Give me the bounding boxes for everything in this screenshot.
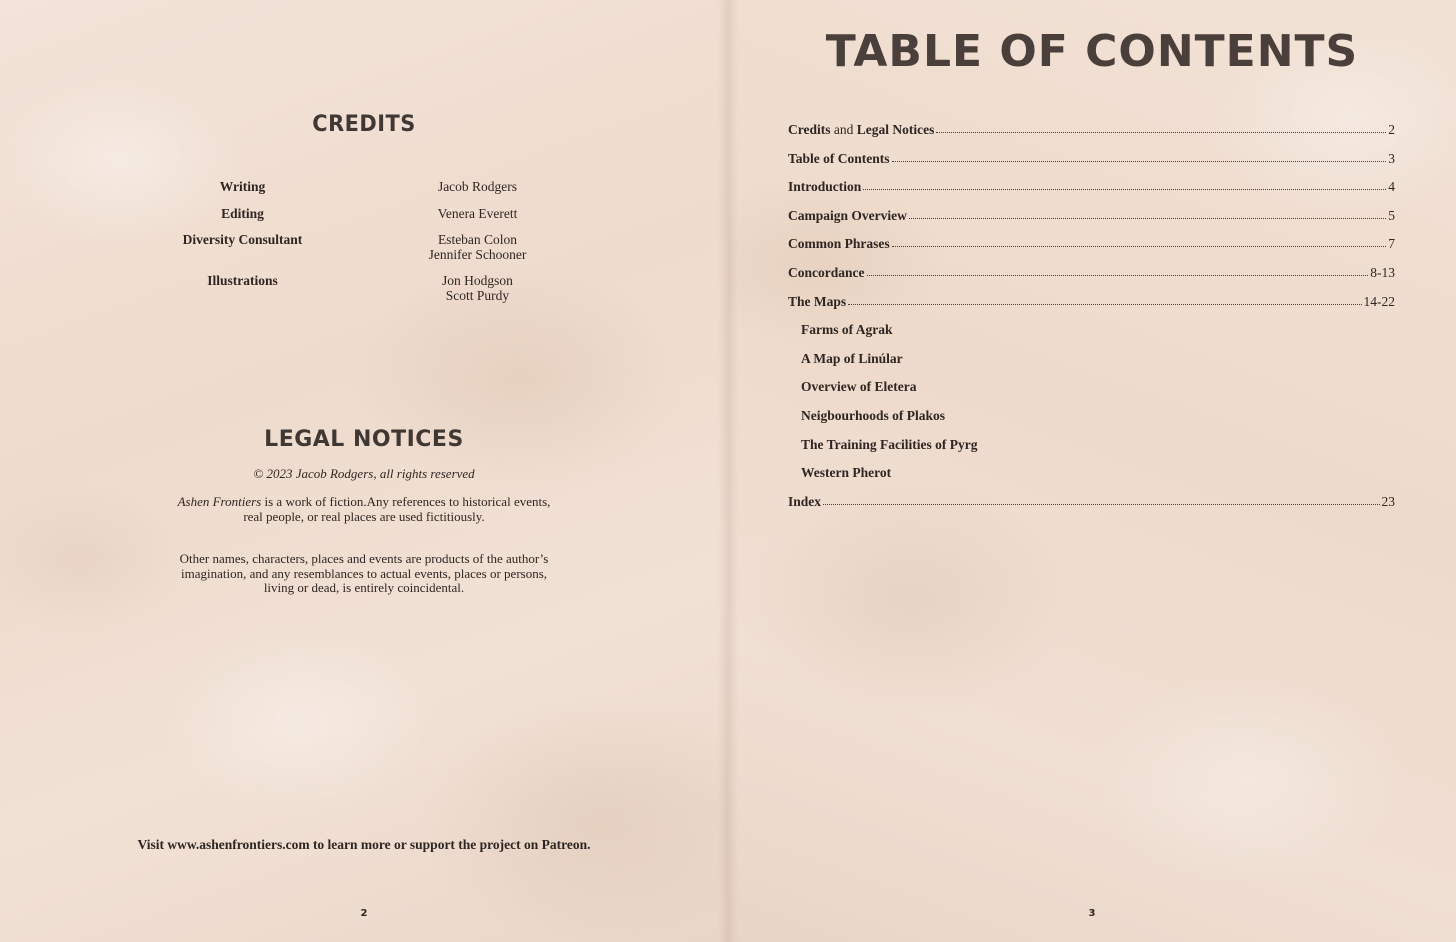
book-title: Ashen Frontiers (177, 494, 262, 509)
credit-row (150, 207, 580, 222)
credit-name: Scott Purdy (445, 287, 510, 303)
toc-sub-entry: Farms of Agrak (801, 322, 893, 338)
credit-row (150, 274, 580, 303)
toc-entry (788, 294, 1395, 323)
credits-heading: CREDITS (312, 112, 416, 137)
credit-names (375, 233, 580, 262)
credit-row (150, 180, 580, 195)
dot-leader (867, 274, 1369, 276)
toc-page-number: 2 (1388, 122, 1395, 137)
credit-name: Esteban Colon (437, 232, 518, 247)
toc-entry (788, 236, 1395, 265)
toc-sub-entry: A Map of Linúlar (801, 350, 903, 366)
toc-sub-entry: Neigbourhoods of Plakos (801, 407, 946, 423)
website-notice: Visit www.ashenfrontiers.com to learn more or support the project on Patreon. (137, 837, 591, 852)
toc-sub-entry: Western Pherot (801, 465, 892, 481)
page-number: 3 (1088, 908, 1096, 919)
toc-entry (788, 179, 1395, 208)
toc-page-number: 5 (1388, 207, 1395, 223)
fiction-disclaimer (174, 495, 554, 524)
toc-entry (788, 208, 1395, 237)
credit-names (375, 274, 580, 303)
coincidence-disclaimer: Other names, characters, places and events are products of the author’s imagination, and any resemblances to actual events, places or persons, living or dead, is entirely coincidental. (179, 551, 549, 595)
page-number: 2 (360, 908, 368, 919)
toc-label-part: Legal Notices (856, 122, 935, 137)
toc-entry (788, 265, 1395, 294)
credit-row (150, 233, 580, 262)
credit-role: Illustrations (207, 273, 278, 288)
credit-names (375, 207, 580, 222)
toc-entry (788, 151, 1395, 180)
right-page (728, 0, 1456, 942)
toc-entry-label: Index (788, 493, 822, 509)
toc-entry (788, 122, 1395, 151)
toc-entry-label: Common Phrases (788, 236, 890, 252)
copyright-notice: © 2023 Jacob Rodgers, all rights reserved (253, 466, 475, 481)
toc-sub-entry: Overview of Eletera (801, 379, 917, 395)
dot-leader (909, 217, 1386, 219)
toc-label-part: Credits (788, 122, 831, 137)
credit-name: Jon Hodgson (442, 273, 513, 288)
credit-name: Jennifer Schooner (428, 246, 527, 262)
toc-page-number: 23 (1381, 493, 1395, 509)
toc-page-number: 3 (1388, 150, 1395, 166)
fiction-disclaimer-text: is a work of fiction.Any references to historical events, real people, or real places are used fictitiously. (243, 494, 551, 524)
toc-label-join: and (830, 122, 857, 137)
credits-table (150, 180, 580, 315)
toc-entry (788, 494, 1395, 523)
toc-sub-entry: The Training Facilities of Pyrg (801, 436, 978, 452)
toc-page-number: 8-13 (1370, 264, 1395, 280)
toc-entry-label: Introduction (788, 179, 862, 195)
dot-leader (823, 503, 1379, 505)
credit-names (375, 180, 580, 195)
dot-leader (936, 131, 1386, 133)
credit-name: Jacob Rodgers (437, 179, 518, 194)
credit-role: Diversity Consultant (182, 232, 303, 247)
toc-page-number: 14-22 (1363, 293, 1395, 309)
dot-leader (892, 160, 1387, 162)
dot-leader (848, 303, 1361, 305)
dot-leader (863, 188, 1386, 190)
credit-name: Venera Everett (437, 205, 518, 221)
toc-page-number: 4 (1388, 179, 1395, 195)
toc-entry-label: Concordance (788, 264, 865, 280)
toc-entry-label: Table of Contents (788, 150, 890, 166)
legal-notices-heading: LEGAL NOTICES (264, 427, 464, 452)
credit-role: Editing (221, 205, 264, 221)
toc-entry-label: The Maps (788, 293, 847, 309)
credit-role: Writing (219, 179, 266, 194)
toc-entry-label (788, 122, 934, 138)
dot-leader (892, 245, 1387, 247)
toc-entry-label: Campaign Overview (788, 207, 907, 223)
toc-page-number: 7 (1388, 236, 1395, 252)
table-of-contents (788, 122, 1395, 522)
toc-heading: TABLE OF CONTENTS (825, 26, 1359, 77)
